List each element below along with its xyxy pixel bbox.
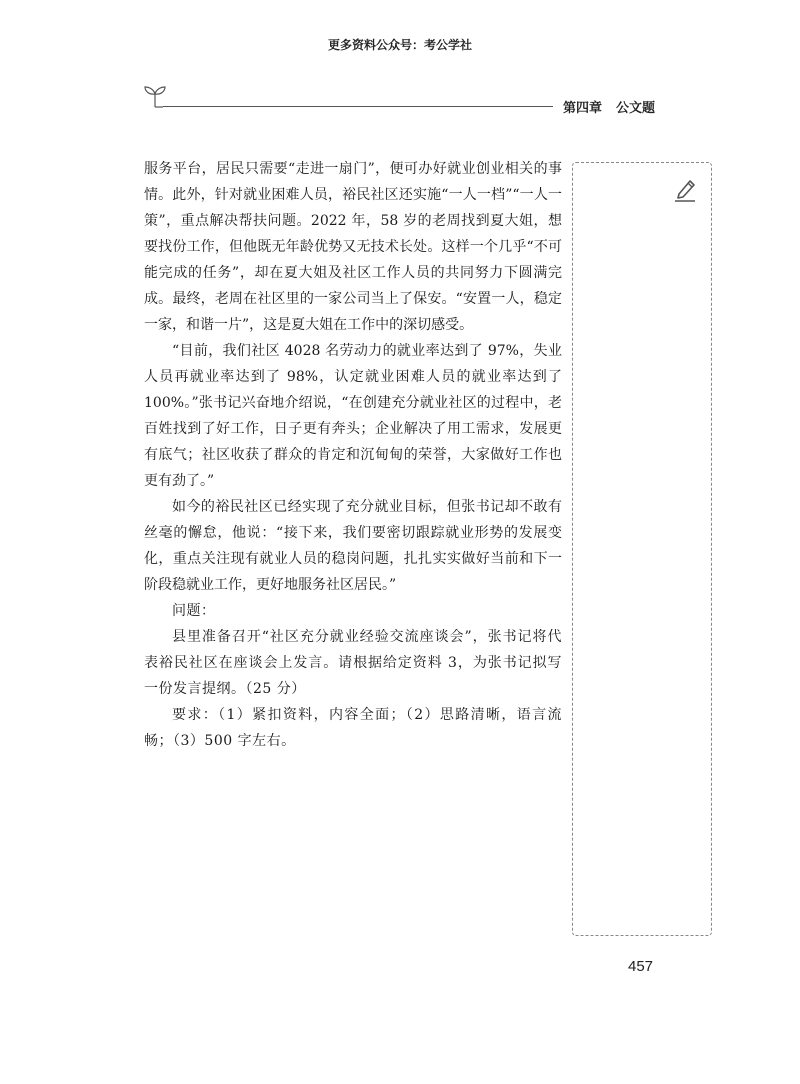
pencil-icon xyxy=(673,177,697,203)
chapter-section: 公文题 xyxy=(616,101,656,116)
chapter-heading xyxy=(563,97,655,116)
body-text xyxy=(144,156,562,754)
paragraph-3: 如今的裕民社区已经实现了充分就业目标，但张书记却不敢有丝毫的懈怠，他说：“接下来，我们要密切跟踪就业形势的发展变化，重点关注现有就业人员的稳岗问题，扎扎实实做好当前和下一阶段稳就业工作，更好地服务社区居民。” xyxy=(144,499,562,593)
requirements-text: 要求：（1）紧扣资料，内容全面；（2）思路清晰，语言流畅；（3）500 字左右。 xyxy=(144,707,562,749)
top-banner: 更多资料公众号：考公学社 xyxy=(327,38,472,52)
question-text: 县里准备召开“社区充分就业经验交流座谈会”，张书记将代表裕民社区在座谈会上发言。请根据给定资料 3，为张书记拟写一份发言提纲。（25 分） xyxy=(144,629,562,697)
question-label: 问题： xyxy=(172,603,216,619)
sprout-icon xyxy=(142,84,168,108)
notes-panel xyxy=(572,162,712,936)
chapter-number: 第四章 xyxy=(563,101,603,116)
header-rule xyxy=(163,106,553,107)
paragraph-1: 服务平台，居民只需要“走进一扇门”，便可办好就业创业相关的事情。此外，针对就业困难人员，裕民社区还实施“一人一档”“一人一策”，重点解决帮扶问题。2022 年，58 岁的老周找到夏大姐，想要找份工作，但他既无年龄优势又无技术长处。这样一个几乎“不可能完成的任务”，却在夏大姐及社区工作人员的共同努力下圆满完成。最终，老周在社区里的一家公司当上了保安。“安置一人，稳定一家，和谐一片”，这是夏大姐在工作中的深切感受。 xyxy=(144,161,562,333)
paragraph-2: “目前，我们社区 4028 名劳动力的就业率达到了 97%，失业人员再就业率达到了 98%，认定就业困难人员的就业率达到了 100%。”张书记兴奋地介绍说，“在创建充分就业社区的过程中，老百姓找到了好工作，日子更有奔头；企业解决了用工需求，发展更有底气；社区收获了群众的肯定和沉甸甸的荣誉，大家做好工作也更有劲了。” xyxy=(144,343,562,489)
page-number: 457 xyxy=(628,958,654,975)
